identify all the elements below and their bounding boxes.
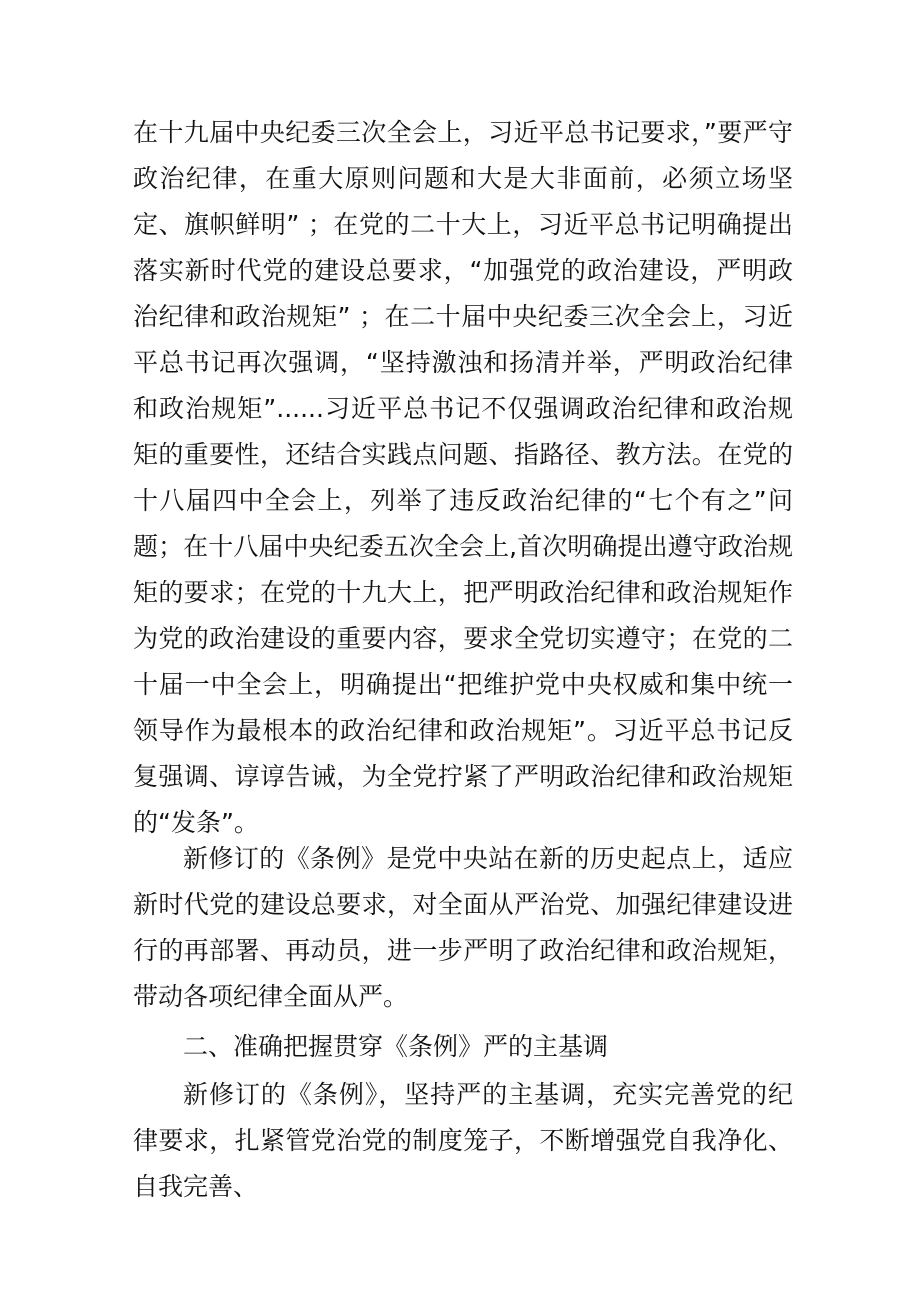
section-heading-two: 二、准确把握贯穿《条例》严的主基调 bbox=[183, 1032, 609, 1061]
paragraph-political-discipline-history: 在十九届中央纪委三次全会上，习近平总书记要求，”要严守政治纪律，在重大原则问题和大是大非面前，必须立场坚定、旗帜鲜明” ；在党的二十大上，习近平总书记明确提出落实新时代党的建设总要求，“加强党的政治建设，严明政治纪律和政治规矩” ；在二十届中央纪委三次全会上，习近平总书记再次强调，“坚持激浊和扬清并举，严明政治纪律和政治规矩”......习近平总书记不仅强调政治纪律和政治规矩的重要性，还结合实践点问题、指路径、教方法。在党的十八届四中全会上，列举了违反政治纪律的“七个有之”问题；在十八届中央纪委五次全会上,首次明确提出遵守政治规矩的要求；在党的十九大上，把严明政治纪律和政治规矩作为党的政治建设的重要内容，要求全党切实遵守；在党的二十届一中全会上，明确提出“把维护党中央权威和集中统一领导作为最根本的政治纪律和政治规矩”。习近平总书记反复强调、谆谆告诫，为全党拧紧了严明政治纪律和政治规矩的“发条”。 bbox=[133, 118, 793, 837]
paragraph-revised-regulations-intro: 新修订的《条例》是党中央站在新的历史起点上，适应新时代党的建设总要求，对全面从严治党、加强纪律建设进行的再部署、再动员，进一步严明了政治纪律和政治规矩，带动各项纪律全面从严。 bbox=[133, 844, 793, 1011]
paragraph-strict-keynote: 新修订的《条例》，坚持严的主基调，充实完善党的纪律要求，扎紧管党治党的制度笼子，不断增强党自我净化、自我完善、 bbox=[133, 1080, 793, 1201]
